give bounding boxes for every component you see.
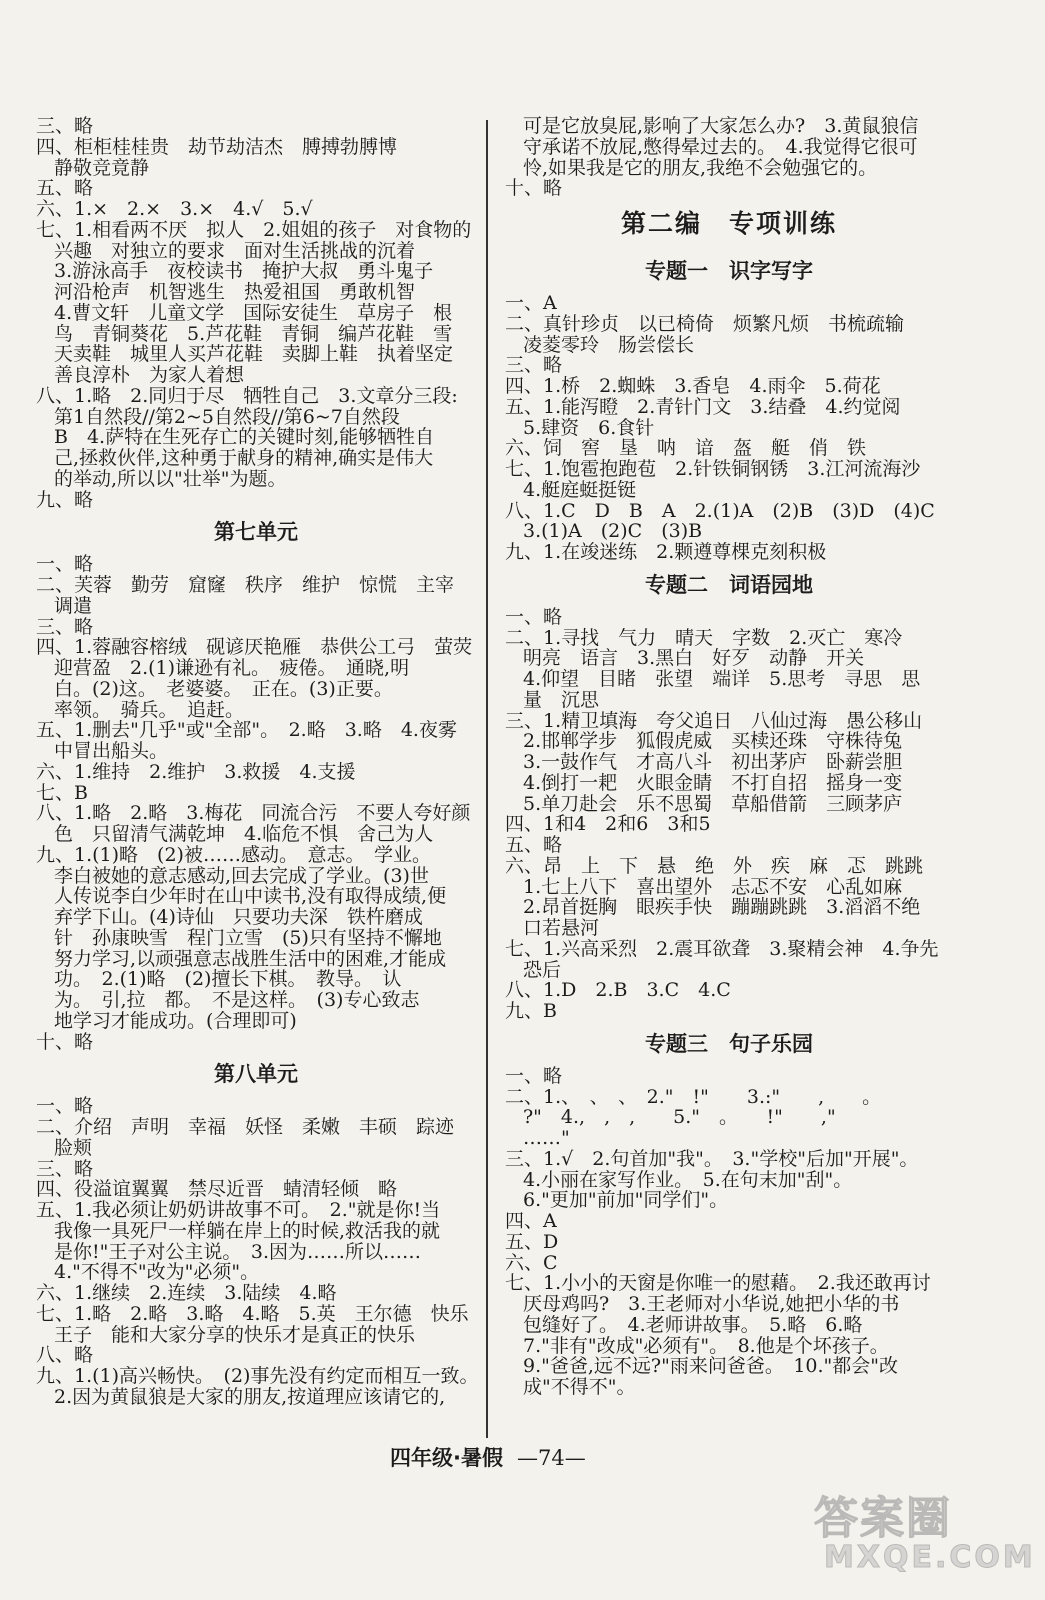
answer-line-continued: 地学习才能成功。(合理即可) — [54, 1009, 297, 1032]
answer-line: 二、1.寻找 气力 晴天 字数 2.灭亡 寒冷 — [505, 626, 903, 649]
watermark-url: MXQE.COM — [824, 1540, 1036, 1575]
answer-line: 六、饲 窖 垦 呐 谙 盔 艇 俏 铁 — [505, 437, 867, 460]
answer-line-continued: 河沿枪声 机智逃生 热爱祖国 勇敢机智 — [54, 281, 416, 303]
answer-line: 三、略 — [505, 354, 563, 377]
answer-line-continued: 的举动,所以以"壮举"为题。 — [54, 467, 287, 490]
answer-line: 四、1.桥 2.蜘蛛 3.香皂 4.雨伞 5.荷花 — [505, 375, 881, 397]
answer-line-continued: 弃学下山。(4)诗仙 只要功夫深 铁杵磨成 — [54, 906, 423, 928]
answer-line: 十、略 — [505, 177, 563, 200]
answer-line: 三、略 — [36, 615, 94, 638]
answer-line-continued: 4.曹文轩 儿童文学 国际安徒生 草房子 根 — [54, 301, 453, 324]
answer-line: 三、1.√ 2.句首加"我"。 3."学校"后加"开展"。 — [505, 1147, 919, 1170]
answer-line-continued: 4."不得不"改为"必须"。 — [54, 1261, 260, 1284]
answer-line-continued: ……" — [523, 1127, 570, 1149]
answer-line-continued: 善良淳朴 为家人着想 — [54, 364, 245, 386]
page-footer — [390, 1442, 586, 1472]
answer-line-continued: 明亮 语言 3.黑白 好歹 动静 开关 — [523, 647, 865, 670]
answer-line-continued: 人传说李白少年时在山中读书,没有取得成绩,便 — [54, 885, 447, 908]
answer-line-continued: 可是它放臭屁,影响了大家怎么办? 3.黄鼠狼信 — [523, 115, 919, 137]
footer-label: 四年级·暑假 — [390, 1446, 503, 1470]
page-number: —74— — [516, 1446, 586, 1470]
answer-line: 五、1.能泻瞪 2.青针门文 3.结叠 4.约觉阅 — [505, 395, 901, 418]
answer-line-continued: 4.倒打一耙 火眼金睛 不打自招 摇身一变 — [523, 771, 903, 794]
answer-line: 七、1.饱雹抱跑苞 2.针铁铜钢锈 3.江河流海沙 — [505, 458, 921, 480]
answer-line: 六、1.× 2.× 3.× 4.√ 5.√ — [36, 198, 313, 220]
answer-line: 五、1.我必须让奶奶讲故事不可。 2."就是你!当 — [36, 1199, 441, 1221]
answer-line: 一、略 — [36, 1095, 94, 1118]
answer-line-continued: 脸颊 — [54, 1136, 93, 1159]
answer-line: 七、1.略 2.略 3.略 4.略 5.英 王尔德 快乐 — [36, 1302, 469, 1325]
answer-line-continued: 迎营盈 2.(1)谦逊有礼。 疲倦。 通晓,明 — [54, 657, 410, 679]
answer-line-continued: 调遣 — [54, 594, 93, 617]
answer-line: 七、B — [36, 781, 88, 804]
answer-line: 九、1.(1)略 (2)被……感动。 意志。 学业。 — [36, 843, 431, 866]
answer-line-continued: 7."非有"改成"必须有"。 8.他是个坏孩子。 — [523, 1334, 889, 1357]
answer-line: 八、1.D 2.B 3.C 4.C — [505, 979, 731, 1002]
answer-line: 八、略 — [36, 1344, 94, 1367]
answer-line: 一、略 — [505, 605, 563, 628]
answer-line-continued: 是你!"王子对公主说。 3.因为……所以…… — [54, 1240, 422, 1263]
answer-line-continued: 白。(2)这。 老婆婆。 正在。(3)正要。 — [54, 677, 393, 700]
answer-line-continued: 己,拯救伙伴,这种勇于献身的精神,确实是伟大 — [54, 447, 434, 469]
answer-line-continued: 静敬竞竟静 — [54, 156, 150, 179]
answer-line: 七、1.相看两不厌 拟人 2.姐姐的孩子 对食物的 — [36, 218, 472, 241]
answer-line-continued: 为。 引,拉 都。 不是这样。 (3)专心致志 — [54, 989, 420, 1011]
answer-line: 五、D — [505, 1230, 559, 1253]
answer-line-continued: 兴趣 对独立的要求 面对生活挑战的沉着 — [54, 239, 416, 262]
answer-line-continued: 守承诺不放屁,憋得晕过去的。 4.我觉得它很可 — [523, 135, 918, 158]
answer-line: 九、略 — [36, 488, 94, 511]
answer-line-continued: 3.一鼓作气 才高八斗 初出茅庐 卧薪尝胆 — [523, 751, 903, 773]
answer-line: 五、略 — [36, 177, 94, 200]
answer-line: 一、A — [505, 292, 557, 314]
answer-line: 六、1.维持 2.维护 3.救援 4.支援 — [36, 760, 356, 783]
answer-line-continued: 努力学习,以顽强意志战胜生活中的困难,才能成 — [54, 947, 447, 970]
answer-line: 六、昂 上 下 悬 绝 外 疾 麻 忑 跳跳 — [505, 854, 924, 877]
answer-line: 九、B — [505, 1000, 557, 1022]
answer-line: 九、1.在竣迷练 2.颗遵尊棵克刻积极 — [505, 541, 827, 563]
answer-line-continued: 恐后 — [523, 958, 562, 981]
answer-line-continued: 李白被她的意志感动,回去完成了学业。(3)世 — [54, 864, 429, 887]
answer-line: 六、1.继续 2.连续 3.陆续 4.略 — [36, 1282, 337, 1304]
answer-line-continued: 4.艇庭蜓挺铤 — [523, 478, 637, 501]
answer-line-continued: 口若悬河 — [523, 917, 600, 939]
answer-line-continued: 9."爸爸,远不远?"雨来问爸爸。 10."都会"改 — [523, 1355, 899, 1378]
answer-line-continued: 6."更加"前加"同学们"。 — [523, 1189, 729, 1212]
answer-line: 四、1和4 2和6 3和5 — [505, 813, 711, 836]
answer-line-continued: 量 沉思 — [523, 688, 600, 711]
answer-line-continued: 怜,如果我是它的朋友,我绝不会勉强它的。 — [523, 156, 878, 179]
answer-line-continued: 针 孙康映雪 程门立雪 (5)只有坚持不懈地 — [54, 926, 442, 949]
answer-line: 四、柜柜桂桂贵 劫节劫洁杰 膊搏勃膊博 — [36, 135, 398, 158]
answer-line-continued: 第1自然段//第2~5自然段//第6~7自然段 — [54, 405, 400, 428]
answer-line-continued: 1.七上八下 喜出望外 忐忑不安 心乱如麻 — [523, 875, 903, 898]
answer-line-continued: 功。 2.(1)略 (2)擅长下棋。 教导。 认 — [54, 968, 402, 991]
answer-line-continued: 成"不得不"。 — [523, 1376, 636, 1398]
answer-line-continued: 4.仰望 目睹 张望 端详 5.思考 寻思 思 — [523, 668, 921, 690]
answer-line-continued: B 4.萨特在生死存亡的关键时刻,能够牺牲自 — [54, 426, 435, 449]
answer-line: 二、芙蓉 勤劳 窟窿 秩序 维护 惊慌 主宰 — [36, 574, 455, 596]
answer-line: 十、略 — [36, 1030, 94, 1053]
section-heading: 专题三 句子乐园 — [645, 1031, 813, 1056]
answer-line-continued: ?" 4., , , 5." 。 !" ," — [523, 1106, 836, 1129]
answer-line-continued: 我像一具死尸一样躺在岸上的时候,救活我的就 — [54, 1219, 441, 1242]
right-column — [505, 116, 953, 1398]
answer-line: 八、1.略 2.同归于尽 牺牲自己 3.文章分三段: — [36, 384, 458, 407]
answer-line-continued: 中冒出船头。 — [54, 740, 169, 762]
section-heading: 专题一 识字写字 — [645, 259, 813, 283]
left-column — [36, 115, 479, 1408]
answer-line: 二、1.、 、 、 2." !" 3.:" , 。 — [505, 1085, 882, 1108]
answer-line: 七、1.兴高采烈 2.震耳欲聋 3.聚精会神 4.争先 — [505, 937, 939, 960]
answer-line-continued: 2.邯郸学步 狐假虎威 买椟还珠 守株待兔 — [523, 730, 903, 753]
answer-line-continued: 色 只留清气满乾坤 4.临危不惧 舍己为人 — [54, 823, 434, 845]
answer-line: 三、略 — [36, 1157, 94, 1180]
answer-line-continued: 包缝好了。 4.老师讲故事。 5.略 6.略 — [523, 1313, 863, 1336]
section-heading: 专题二 词语园地 — [645, 572, 813, 597]
part-heading: 第二编 专项训练 — [620, 209, 837, 238]
answer-line: 二、介绍 声明 幸福 妖怪 柔嫩 丰硕 踪迹 — [36, 1116, 455, 1138]
answer-line: 二、真针珍贞 以已椅倚 烦繁凡烦 书梳疏输 — [505, 312, 905, 335]
answer-line: 五、1.删去"几乎"或"全部"。 2.略 3.略 4.夜雾 — [36, 719, 457, 742]
answer-line: 五、略 — [505, 834, 563, 856]
watermark-title: 答案圈 — [814, 1493, 952, 1544]
answer-line-continued: 凌菱零玲 肠尝偿长 — [523, 333, 695, 356]
section-heading: 第七单元 — [214, 520, 298, 545]
answer-line: 一、略 — [36, 553, 94, 576]
answer-line: 四、A — [505, 1210, 557, 1232]
answer-line: 七、1.小小的天窗是你唯一的慰藉。 2.我还敢再讨 — [505, 1272, 931, 1295]
answer-line: 六、C — [505, 1251, 558, 1274]
answer-line-continued: 王子 能和大家分享的快乐才是真正的快乐 — [54, 1323, 416, 1346]
answer-line: 四、役溢谊翼翼 禁尽近晋 蜻清轻倾 略 — [36, 1178, 398, 1201]
answer-line-continued: 3.(1)A (2)C (3)B — [523, 520, 703, 543]
section-heading: 第八单元 — [214, 1062, 298, 1087]
answer-line-continued: 4.小丽在家写作业。 5.在句末加"刮"。 — [523, 1168, 853, 1191]
answer-line: 八、1.C D B A 2.(1)A (2)B (3)D (4)C — [505, 499, 935, 522]
answer-line-continued: 厌母鸡吗? 3.王老师对小华说,她把小华的书 — [523, 1293, 900, 1315]
answer-line-continued: 鸟 青铜葵花 5.芦花鞋 青铜 编芦花鞋 雪 — [54, 322, 453, 345]
column-divider — [486, 120, 488, 1438]
answer-line-continued: 率领。 骑兵。 追赶。 — [54, 698, 245, 721]
answer-line-continued: 5.单刀赴会 乐不思蜀 草船借箭 三顾茅庐 — [523, 792, 903, 815]
answer-line: 三、1.精卫填海 夸父追日 八仙过海 愚公移山 — [505, 709, 923, 732]
answer-line-continued: 3.游泳高手 夜校读书 掩护大叔 勇斗鬼子 — [54, 260, 434, 283]
answer-line: 八、1.略 2.略 3.梅花 同流合污 不要人夸好颜 — [36, 802, 471, 825]
answer-line: 一、略 — [505, 1064, 563, 1087]
answer-line-continued: 天卖鞋 城里人买芦花鞋 卖脚上鞋 执着坚定 — [54, 343, 454, 366]
watermark-logo — [810, 1478, 1036, 1588]
answer-line: 三、略 — [36, 115, 94, 137]
answer-line-continued: 5.肆资 6.食针 — [523, 416, 655, 439]
answer-line: 九、1.(1)高兴畅快。 (2)事先没有约定而相互一致。 — [36, 1365, 479, 1387]
answer-line-continued: 2.因为黄鼠狼是大家的朋友,按道理应该请它的, — [54, 1385, 446, 1408]
answer-line: 四、1.蓉融容榕绒 砚谚厌艳雁 恭供公工弓 萤荧 — [36, 636, 473, 659]
answer-line-continued: 2.昂首挺胸 眼疾手快 蹦蹦跳跳 3.滔滔不绝 — [523, 896, 921, 919]
